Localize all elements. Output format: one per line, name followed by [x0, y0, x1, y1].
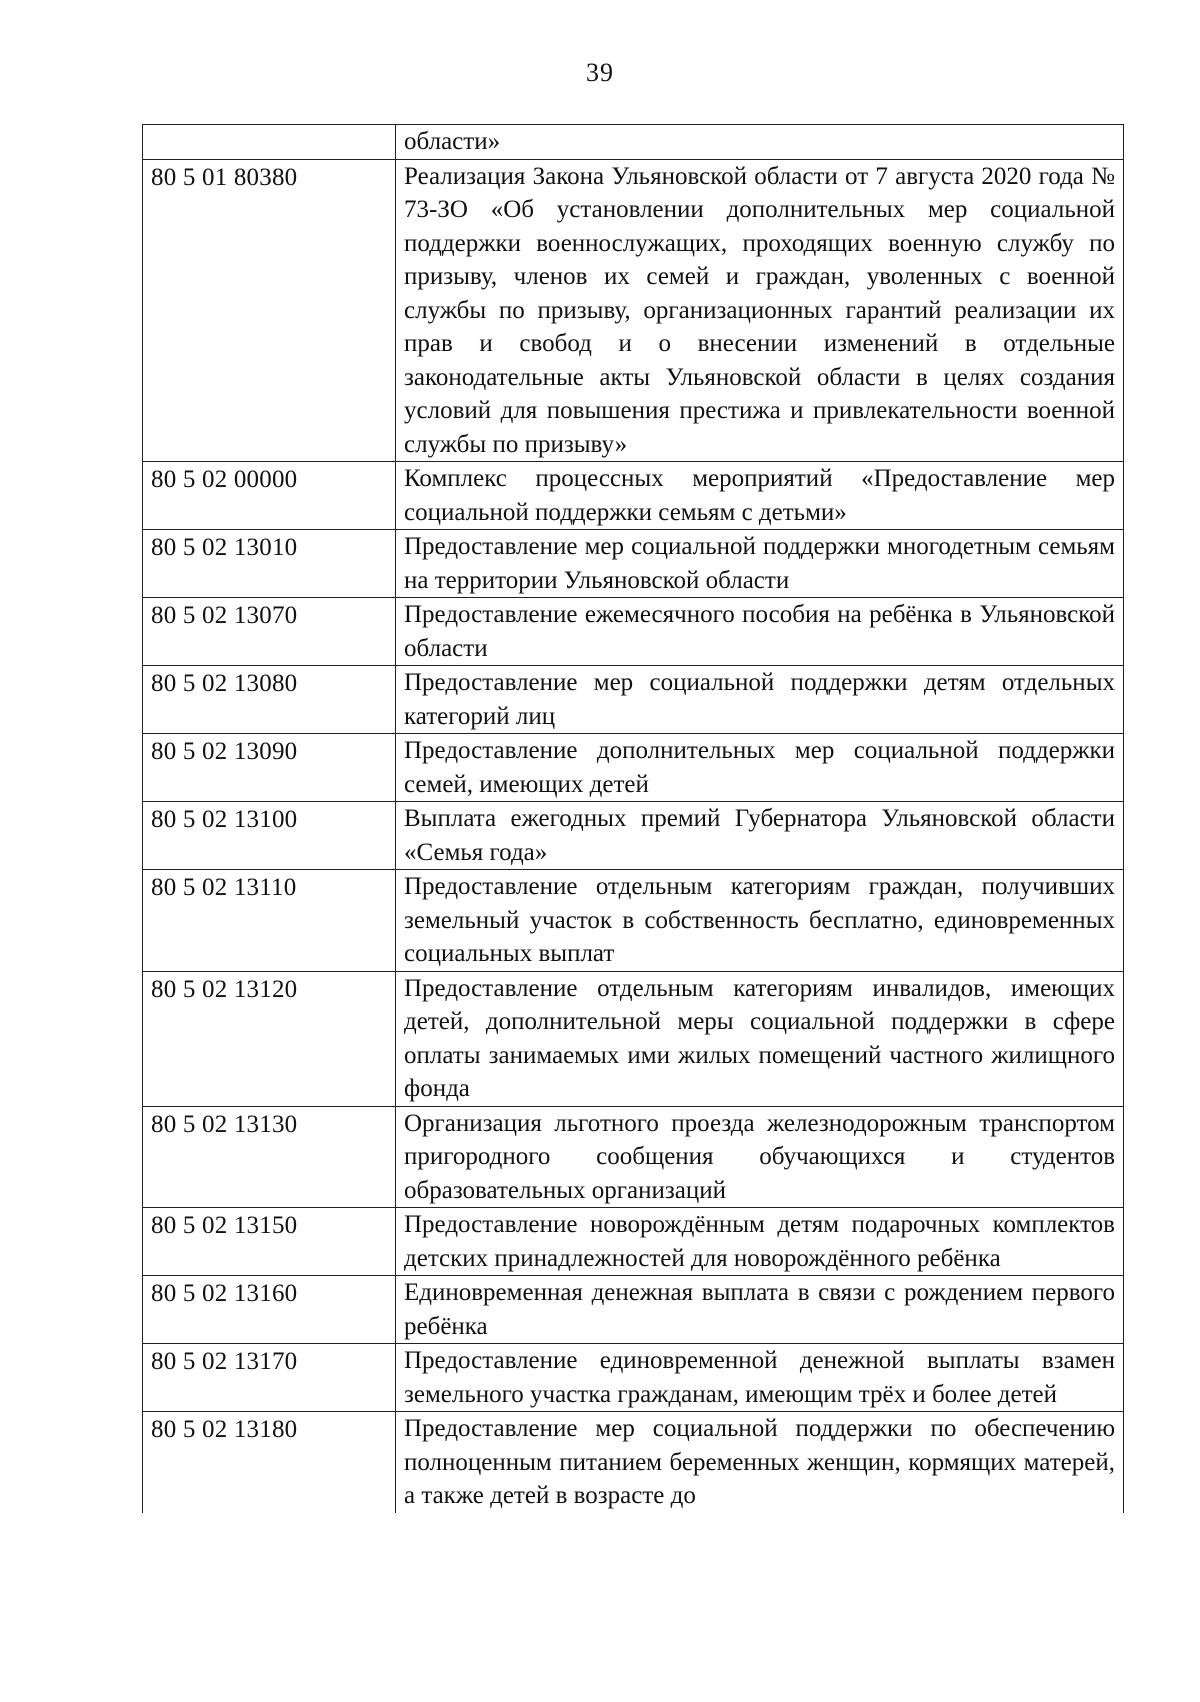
table-body: [143, 125, 1124, 1513]
description-cell: Выплата ежегодных премий Губернатора Ульяновской области «Семья года»: [396, 802, 1124, 870]
target-code-cell: [143, 125, 396, 160]
description-cell: Предоставление новорождённым детям подарочных комплектов детских принадлежностей для новорождённого ребёнка: [396, 1208, 1124, 1276]
description-cell: Организация льготного проезда железнодорожным транспортом пригородного сообщения обучающихся и студентов образовательных организаций: [396, 1106, 1124, 1208]
description-cell: Предоставление дополнительных мер социальной поддержки семей, имеющих детей: [396, 734, 1124, 802]
description-cell: Предоставление мер социальной поддержки по обеспечению полноценным питанием беременных женщин, кормящих матерей, а также детей в возрасте до: [396, 1412, 1124, 1513]
target-code-cell: 80 5 02 13110: [143, 870, 396, 972]
table-row: [143, 1276, 1124, 1344]
target-code-cell: 80 5 02 13160: [143, 1276, 396, 1344]
target-code-cell: 80 5 02 13070: [143, 598, 396, 666]
target-code-cell: 80 5 02 13120: [143, 971, 396, 1106]
target-code-cell: 80 5 02 13170: [143, 1344, 396, 1412]
table-row: [143, 598, 1124, 666]
table-row: [143, 1344, 1124, 1412]
page-number: 39: [586, 58, 614, 87]
table-row: [143, 462, 1124, 530]
target-code-cell: 80 5 02 13180: [143, 1412, 396, 1513]
description-cell: Предоставление отдельным категориям инвалидов, имеющих детей, дополнительной меры социальной поддержки в сфере оплаты занимаемых ими жилых помещений частного жилищного фонда: [396, 971, 1124, 1106]
table-row: [143, 159, 1124, 462]
table-row: [143, 870, 1124, 972]
description-cell: области»: [396, 125, 1124, 160]
target-code-cell: 80 5 02 00000: [143, 462, 396, 530]
target-code-cell: 80 5 01 80380: [143, 159, 396, 462]
description-cell: Предоставление ежемесячного пособия на ребёнка в Ульяновской области: [396, 598, 1124, 666]
table-row: [143, 666, 1124, 734]
table-row: [143, 971, 1124, 1106]
description-cell: Единовременная денежная выплата в связи с рождением первого ребёнка: [396, 1276, 1124, 1344]
budget-classification-table: [142, 124, 1124, 1513]
description-cell: Реализация Закона Ульяновской области от 7 августа 2020 года № 73-ЗО «Об установлении дополнительных мер социальной поддержки военнослужащих, проходящих военную службу по призыву, членов их семей и граждан, уволенных с военной службы по призыву, организационных гарантий реализации их прав и свобод и о внесении изменений в отдельные законодательные акты Ульяновской области в целях создания условий для повышения престижа и привлекательности военной службы по призыву»: [396, 159, 1124, 462]
table-row: [143, 1208, 1124, 1276]
description-cell: Предоставление единовременной денежной выплаты взамен земельного участка гражданам, имеющим трёх и более детей: [396, 1344, 1124, 1412]
target-code-cell: 80 5 02 13010: [143, 530, 396, 598]
target-code-cell: 80 5 02 13090: [143, 734, 396, 802]
table-row: [143, 1412, 1124, 1513]
description-cell: Комплекс процессных мероприятий «Предоставление мер социальной поддержки семьям с детьми»: [396, 462, 1124, 530]
description-cell: Предоставление мер социальной поддержки детям отдельных категорий лиц: [396, 666, 1124, 734]
target-code-cell: 80 5 02 13150: [143, 1208, 396, 1276]
target-code-cell: 80 5 02 13130: [143, 1106, 396, 1208]
table-row: [143, 802, 1124, 870]
target-code-cell: 80 5 02 13080: [143, 666, 396, 734]
description-cell: Предоставление мер социальной поддержки многодетным семьям на территории Ульяновской области: [396, 530, 1124, 598]
table-row: [143, 530, 1124, 598]
table-row: [143, 1106, 1124, 1208]
table-row: [143, 125, 1124, 160]
description-cell: Предоставление отдельным категориям граждан, получивших земельный участок в собственность бесплатно, единовременных социальных выплат: [396, 870, 1124, 972]
table-row: [143, 734, 1124, 802]
target-code-cell: 80 5 02 13100: [143, 802, 396, 870]
